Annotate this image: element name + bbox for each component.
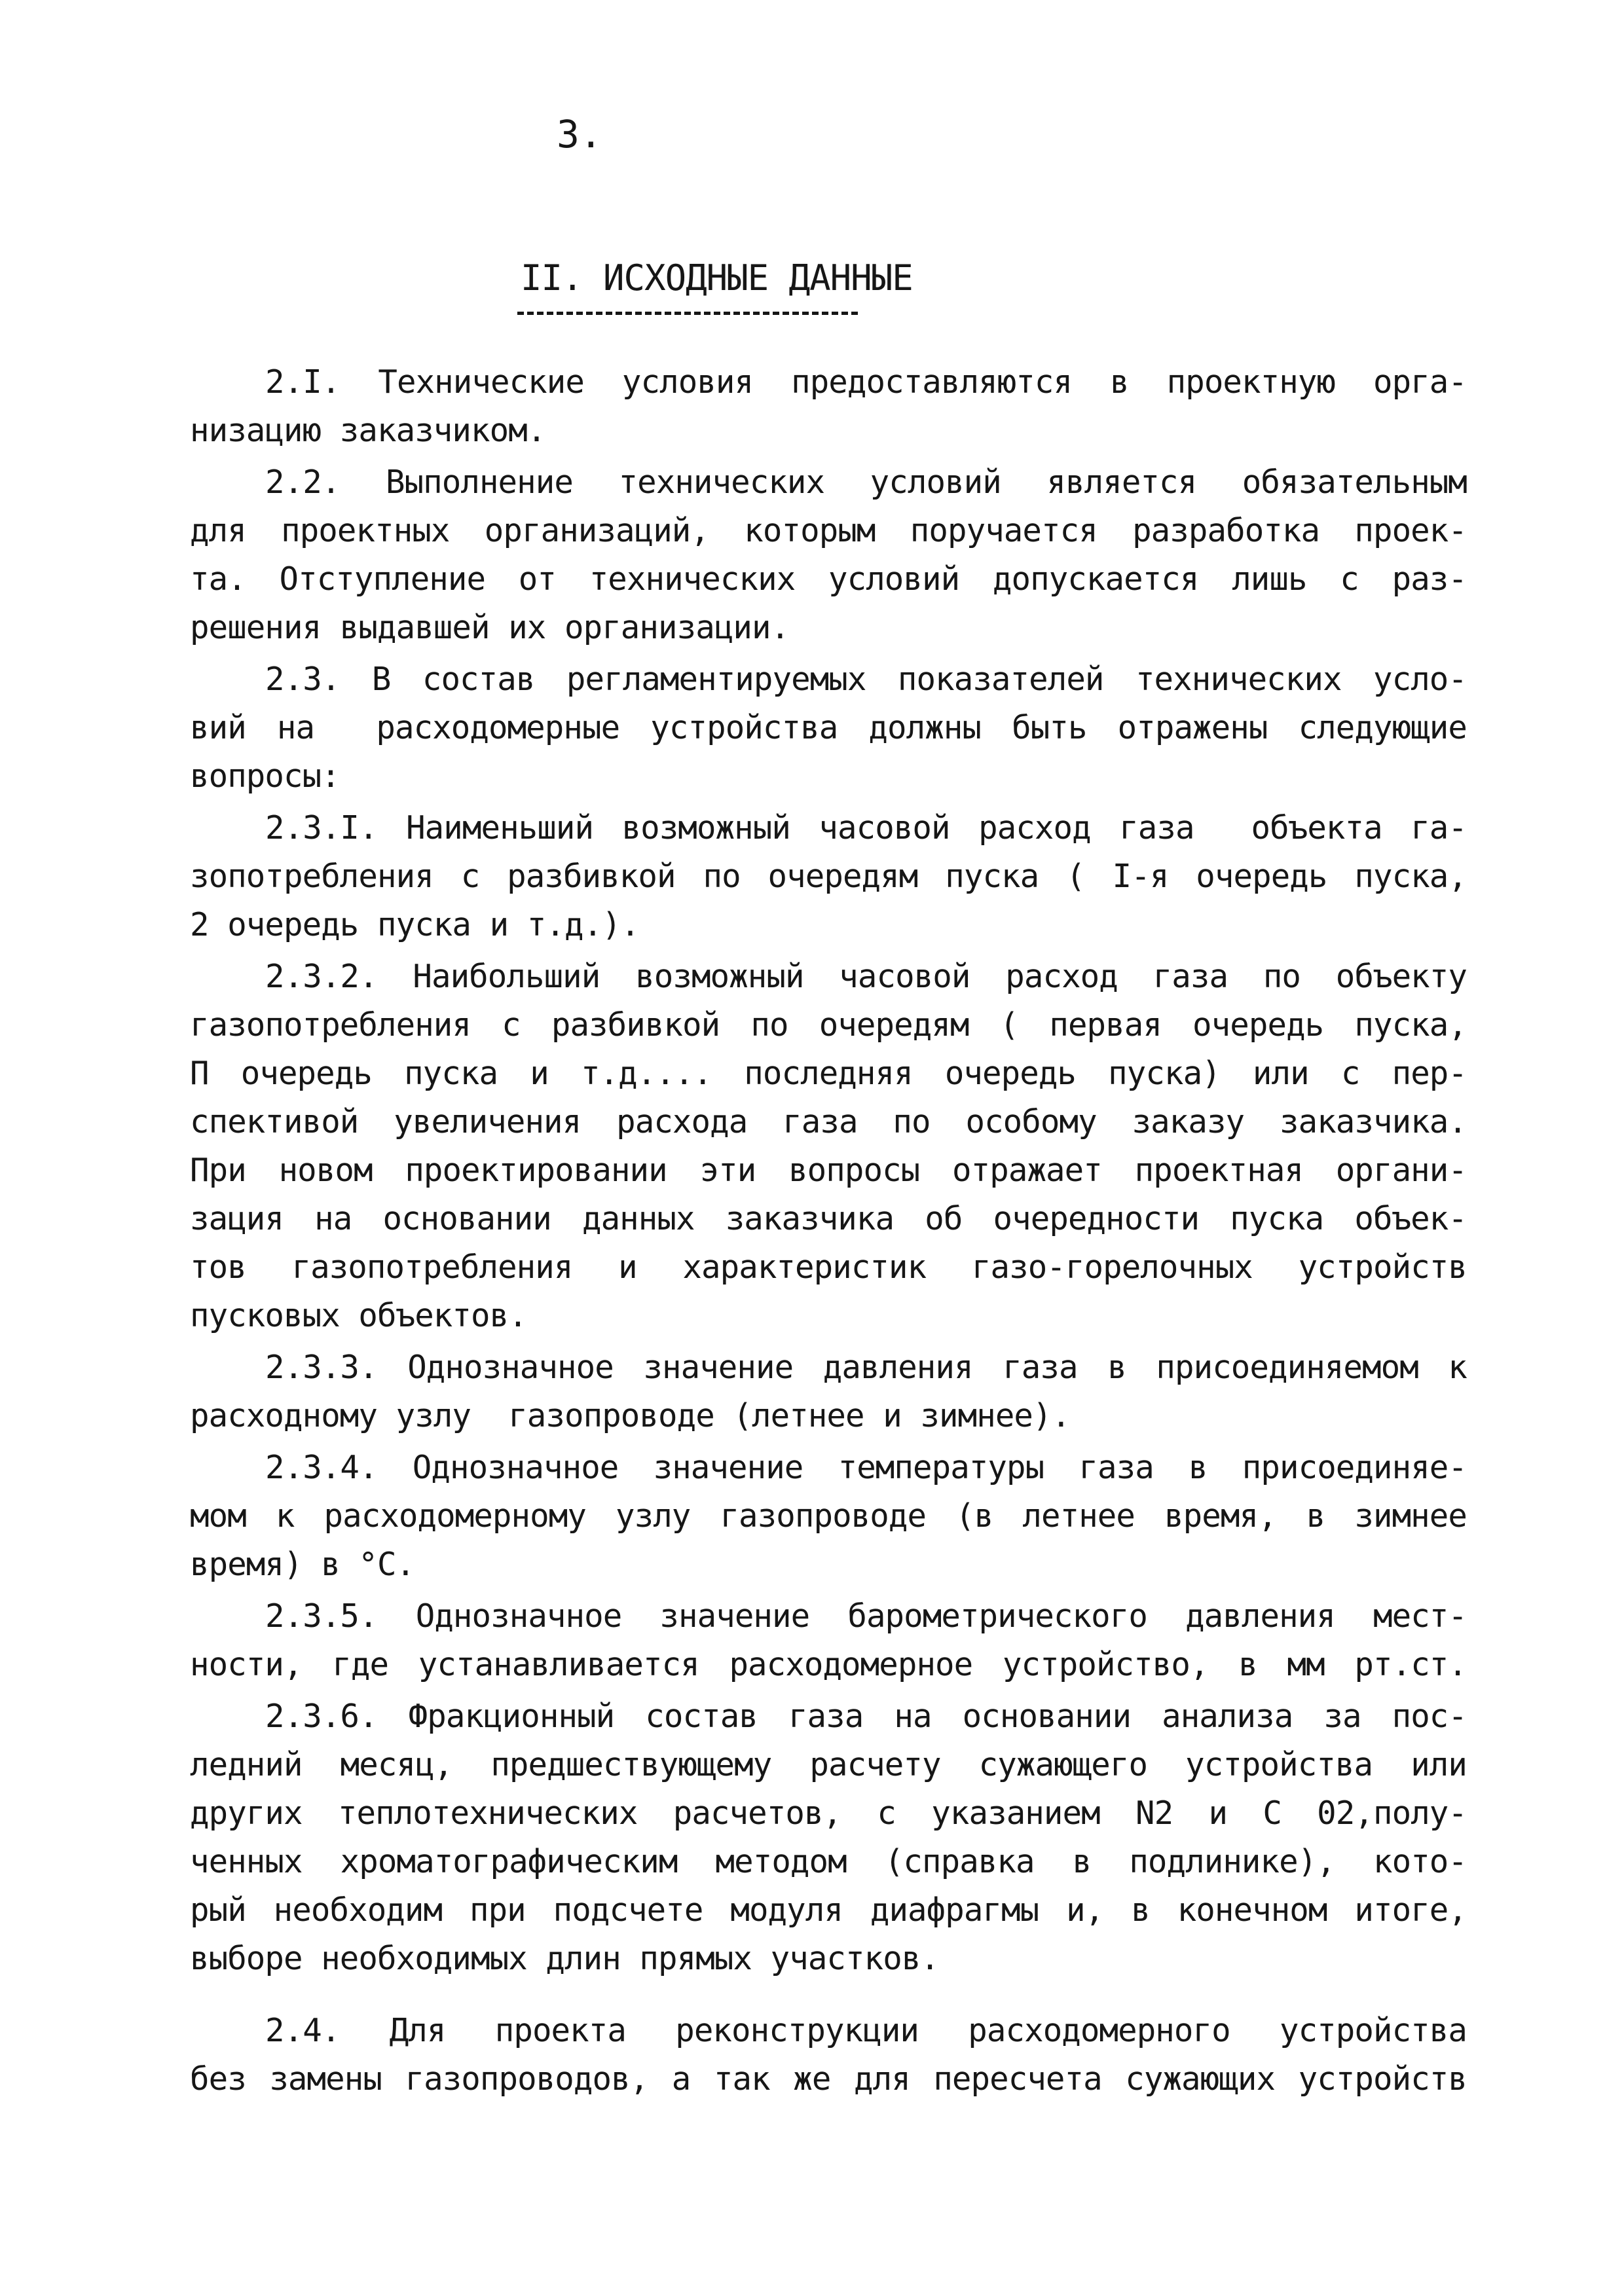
text-line: 2.3.5. Однозначное значение барометрического давления мест- [265, 1597, 1467, 1635]
text-line: 2.2. Выполнение технических условий является обязательным [265, 464, 1467, 501]
text-line: 2.I. Технические условия предоставляются в проектную орга- [265, 363, 1467, 401]
text-line: 2.3.6. Фракционный состав газа на основании анализа за пос- [265, 1698, 1467, 1735]
text-line: 2.3.3. Однозначное значение давления газа в присоединяемом к [265, 1349, 1467, 1386]
text-line: При новом проектировании эти вопросы отражает проектная органи- [190, 1152, 1467, 1189]
text-line: 2 очередь пуска и т.д.). [190, 906, 640, 943]
text-line: 2.3.4. Однозначное значение температуры газа в присоединяе- [265, 1449, 1467, 1486]
text-line: та. Отступление от технических условий допускается лишь с раз- [190, 560, 1467, 598]
title-underline [517, 312, 858, 315]
text-line: для проектных организаций, которым поручается разработка проек- [190, 512, 1467, 549]
text-line: других теплотехнических расчетов, с указанием N2 и С 02,полу- [190, 1795, 1467, 1832]
text-line: ченных хроматографическим методом (справка в подлинике), кото- [190, 1843, 1467, 1880]
page-number: 3. [557, 112, 602, 156]
text-line: мом к расходомерному узлу газопроводе (в летнее время, в зимнее [190, 1497, 1467, 1535]
text-line: выборе необходимых длин прямых участков. [190, 1940, 940, 1977]
text-line: решения выдавшей их организации. [190, 609, 790, 646]
text-line: П очередь пуска и т.д.... последняя очередь пуска) или с пер- [190, 1055, 1467, 1092]
text-line: спективой увеличения расхода газа по особому заказу заказчика. [190, 1103, 1467, 1140]
text-line: время) в °С. [190, 1546, 415, 1583]
text-line: расходному узлу газопроводе (летнее и зимнее). [190, 1397, 1071, 1434]
text-line: низацию заказчиком. [190, 412, 546, 449]
text-line: 2.3.I. Наименьший возможный часовой расход газа объекта га- [265, 809, 1467, 847]
text-line: вий на расходомерные устройства должны быть отражены следующие [190, 709, 1467, 746]
text-line: зопотребления с разбивкой по очередям пуска ( I-я очередь пуска, [190, 858, 1467, 895]
text-line: газопотребления с разбивкой по очередям ( первая очередь пуска, [190, 1006, 1467, 1044]
text-line: без замены газопроводов, а так же для пересчета сужающих устройств [190, 2060, 1467, 2098]
text-line: 2.4. Для проекта реконструкции расходомерного устройства [265, 2012, 1467, 2049]
text-line: 2.3. В состав регламентируемых показателей технических усло- [265, 661, 1467, 698]
text-line: вопросы: [190, 757, 340, 795]
text-line: ности, где устанавливается расходомерное устройство, в мм рт.ст. [190, 1646, 1467, 1683]
text-line: 2.3.2. Наибольший возможный часовой расход газа по объекту [265, 958, 1467, 995]
text-line: пусковых объектов. [190, 1297, 527, 1334]
section-title: II. ИСХОДНЫЕ ДАННЫЕ [521, 257, 913, 299]
text-line: ледний месяц, предшествующему расчету сужающего устройства или [190, 1746, 1467, 1783]
text-line: зация на основании данных заказчика об очередности пуска объек- [190, 1200, 1467, 1237]
text-line: рый необходим при подсчете модуля диафрагмы и, в конечном итоге, [190, 1891, 1467, 1929]
text-line: тов газопотребления и характеристик газо-горелочных устройств [190, 1248, 1467, 1286]
